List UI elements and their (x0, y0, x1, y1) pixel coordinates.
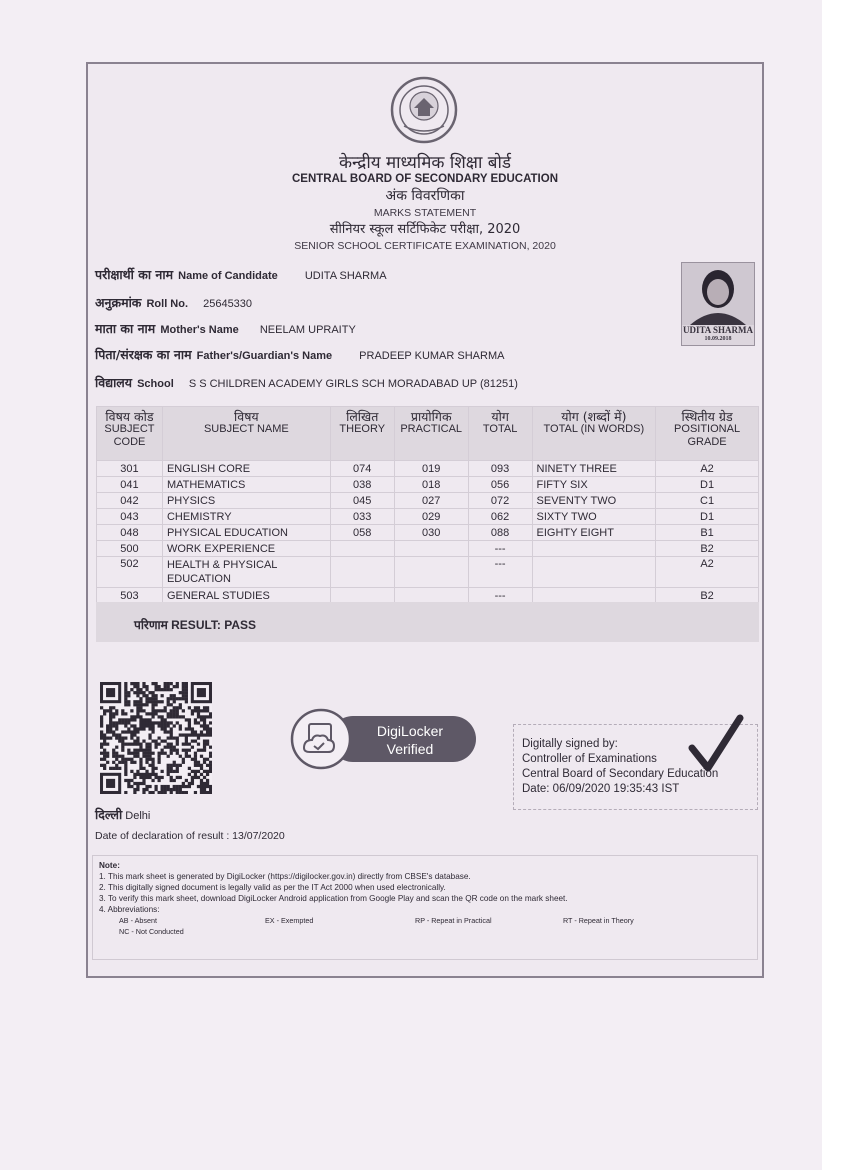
school-label-en: School (137, 378, 174, 390)
subject-code: 043 (97, 509, 163, 525)
mother-label-hi: माता का नाम (95, 321, 156, 336)
subject-code: 048 (97, 525, 163, 541)
practical-marks (394, 557, 468, 588)
abbreviation: NC - Not Conducted (119, 927, 184, 936)
total-in-words: NINETY THREE (532, 461, 656, 477)
photo-caption-date: 10.09.2018 (704, 336, 732, 342)
subject-name: PHYSICAL EDUCATION (162, 525, 330, 541)
total-marks: --- (468, 588, 532, 604)
school-row (95, 374, 518, 391)
signature-line4: Date: 06/09/2020 19:35:43 IST (522, 783, 680, 795)
table-row (97, 509, 759, 525)
marks-table (96, 406, 759, 604)
candidate-photo (681, 262, 755, 346)
father-label-hi: पिता/संरक्षक का नाम (95, 347, 192, 362)
qr-code-icon[interactable] (100, 682, 212, 794)
subject-name-text: HEALTH & PHYSICAL EDUCATION (166, 559, 277, 585)
subject-name (162, 557, 330, 588)
abbreviation: RT - Repeat in Theory (563, 916, 634, 925)
subject-code: 502 (97, 557, 163, 588)
digilocker-verified-badge (290, 708, 480, 770)
header-total: योग TOTAL (468, 407, 532, 461)
total-marks: 056 (468, 477, 532, 493)
note-item: 4. Abbreviations: (99, 905, 160, 914)
badge-line1: DigiLocker (376, 723, 444, 739)
notes-box (92, 855, 758, 960)
signature-line1: Digitally signed by: (522, 738, 618, 750)
abbreviations-row (99, 926, 751, 937)
table-row (97, 541, 759, 557)
positional-grade: B2 (656, 588, 759, 604)
subject-name: ENGLISH CORE (162, 461, 330, 477)
total-in-words: FIFTY SIX (532, 477, 656, 493)
cbse-emblem-icon (390, 76, 458, 144)
practical-marks: 027 (394, 493, 468, 509)
result-value: PASS (224, 618, 257, 632)
exam-hindi: सीनियर स्कूल सर्टिफिकेट परीक्षा, 2020 (329, 222, 521, 237)
total-in-words (532, 541, 656, 557)
paper-edge (822, 0, 850, 1170)
abbreviation: RP - Repeat in Practical (415, 916, 492, 925)
father-name: PRADEEP KUMAR SHARMA (359, 350, 505, 362)
result-label-hi: परिणाम (134, 618, 168, 632)
theory-marks: 033 (330, 509, 394, 525)
theory-marks: 045 (330, 493, 394, 509)
table-header-row (97, 407, 759, 461)
portrait-icon (682, 263, 754, 325)
candidate-name-row (95, 266, 387, 283)
subject-name: CHEMISTRY (162, 509, 330, 525)
positional-grade: A2 (656, 557, 759, 588)
board-name-hindi: केन्द्रीय माध्यमिक शिक्षा बोर्ड (338, 153, 512, 173)
candidate-name: UDITA SHARMA (304, 270, 387, 282)
candidate-name-label-en: Name of Candidate (178, 270, 278, 282)
total-marks: 072 (468, 493, 532, 509)
total-marks: --- (468, 541, 532, 557)
header-subject-name: विषय SUBJECT NAME (162, 407, 330, 461)
theory-marks (330, 541, 394, 557)
subject-name: GENERAL STUDIES (162, 588, 330, 604)
subject-code: 041 (97, 477, 163, 493)
subject-name: WORK EXPERIENCE (162, 541, 330, 557)
board-name-english: CENTRAL BOARD OF SECONDARY EDUCATION (292, 173, 558, 185)
table-row (97, 493, 759, 509)
table-row (97, 477, 759, 493)
table-row (97, 557, 759, 588)
practical-marks: 029 (394, 509, 468, 525)
subject-name: PHYSICS (162, 493, 330, 509)
result-bar (96, 602, 759, 642)
positional-grade: D1 (656, 477, 759, 493)
practical-marks: 018 (394, 477, 468, 493)
total-marks: 093 (468, 461, 532, 477)
father-label-en: Father's/Guardian's Name (196, 350, 333, 362)
place-hindi: दिल्ली (95, 807, 123, 822)
total-marks: 088 (468, 525, 532, 541)
theory-marks: 038 (330, 477, 394, 493)
school-label-hi: विद्यालय (95, 375, 133, 390)
note-item: 3. To verify this mark sheet, download DigiLocker Android application from Google Play and scan the QR code on the mark sheet. (99, 894, 568, 903)
total-in-words (532, 557, 656, 588)
photo-caption-name: UDITA SHARMA (682, 325, 754, 335)
positional-grade: B2 (656, 541, 759, 557)
subject-code: 503 (97, 588, 163, 604)
header-positional-grade: स्थितीय ग्रेड POSITIONAL GRADE (656, 407, 759, 461)
place (95, 806, 150, 823)
declaration-date: Date of declaration of result : 13/07/2020 (95, 830, 285, 842)
abbreviations-row (99, 915, 751, 926)
mother-name: NEELAM UPRAITY (259, 324, 356, 336)
theory-marks: 074 (330, 461, 394, 477)
positional-grade: B1 (656, 525, 759, 541)
practical-marks: 019 (394, 461, 468, 477)
checkmark-icon (688, 714, 744, 774)
notes-title: Note: (99, 861, 120, 870)
theory-marks: 058 (330, 525, 394, 541)
positional-grade: C1 (656, 493, 759, 509)
statement-english: MARKS STATEMENT (373, 207, 477, 219)
subject-code: 301 (97, 461, 163, 477)
total-marks: --- (468, 557, 532, 588)
signature-line3: Central Board of Secondary Education (522, 768, 719, 780)
roll-label-en: Roll No. (146, 298, 189, 310)
abbreviation: EX - Exempted (265, 916, 314, 925)
table-row (97, 461, 759, 477)
signature-line2: Controller of Examinations (522, 753, 657, 765)
practical-marks (394, 541, 468, 557)
header-subject-code: विषय कोड SUBJECT CODE (97, 407, 163, 461)
note-item: 1. This mark sheet is generated by DigiLocker (https://digilocker.gov.in) directly from CBSE's database. (99, 872, 471, 881)
roll-number: 25645330 (203, 298, 253, 310)
total-in-words: SEVENTY TWO (532, 493, 656, 509)
table-row (97, 525, 759, 541)
badge-line2: Verified (386, 741, 434, 757)
result-label-en: RESULT: (171, 618, 221, 632)
header-practical: प्रायोगिक PRACTICAL (394, 407, 468, 461)
header-total-in-words: योग (शब्दों में) TOTAL (IN WORDS) (532, 407, 656, 461)
theory-marks (330, 557, 394, 588)
father-row (95, 346, 504, 363)
place-english: Delhi (125, 810, 151, 822)
roll-label-hi: अनुक्रमांक (95, 295, 142, 310)
abbreviation: AB - Absent (119, 916, 157, 925)
roll-row (95, 294, 252, 311)
total-marks: 062 (468, 509, 532, 525)
exam-english: SENIOR SCHOOL CERTIFICATE EXAMINATION, 2020 (294, 240, 556, 252)
total-in-words: EIGHTY EIGHT (532, 525, 656, 541)
positional-grade: D1 (656, 509, 759, 525)
subject-code: 042 (97, 493, 163, 509)
subject-name: MATHEMATICS (162, 477, 330, 493)
positional-grade: A2 (656, 461, 759, 477)
mother-row (95, 320, 356, 337)
candidate-name-label-hi: परीक्षार्थी का नाम (95, 267, 174, 282)
school-name: S S CHILDREN ACADEMY GIRLS SCH MORADABAD UP (81251) (188, 378, 518, 390)
statement-hindi: अंक विवरणिका (385, 188, 465, 204)
header-theory: लिखित THEORY (330, 407, 394, 461)
subject-code: 500 (97, 541, 163, 557)
practical-marks: 030 (394, 525, 468, 541)
total-in-words: SIXTY TWO (532, 509, 656, 525)
mother-label-en: Mother's Name (160, 324, 239, 336)
note-item: 2. This digitally signed document is legally valid as per the IT Act 2000 when used electronically. (99, 883, 446, 892)
